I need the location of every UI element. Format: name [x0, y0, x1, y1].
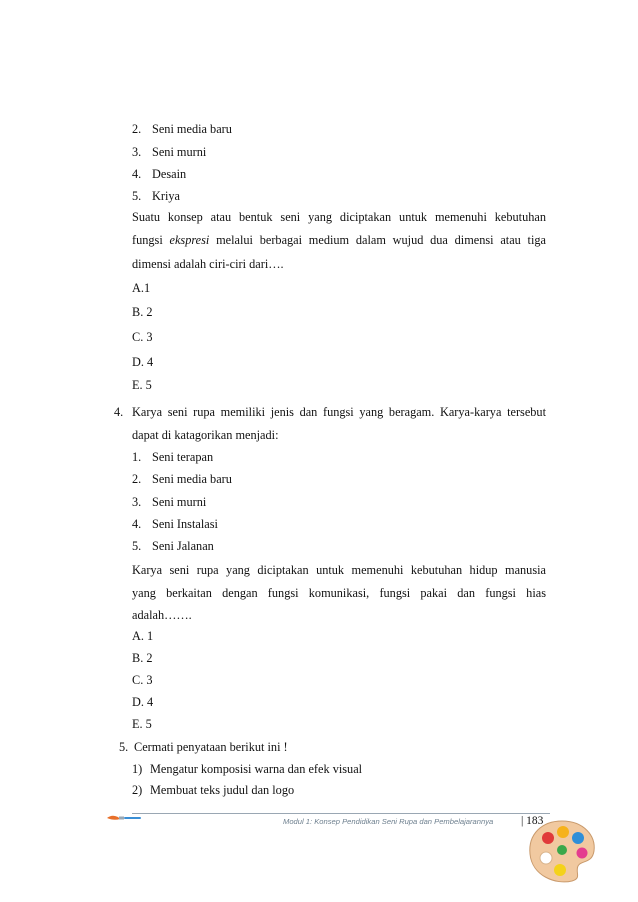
list-item: 4. Desain	[132, 167, 187, 181]
question-text-line: dapat di katagorikan menjadi:	[132, 428, 279, 442]
question-stem-line: dimensi adalah ciri-ciri dari….	[132, 257, 284, 271]
answer-option: A.1	[132, 281, 151, 295]
list-item: 2) Membuat teks judul dan logo	[132, 783, 295, 797]
answer-option: B. 2	[132, 305, 153, 319]
list-item: 3. Seni murni	[132, 495, 207, 509]
list-item: 2. Seni media baru	[132, 472, 232, 486]
page-number: | 183	[521, 815, 544, 827]
question-stem-line: fungsi ekspresi melalui berbagai medium dalam wujud dua dimensi atau tiga	[132, 233, 546, 247]
answer-option: C. 3	[132, 673, 153, 687]
question-stem-line: Suatu konsep atau bentuk seni yang diciptakan untuk memenuhi kebutuhan	[132, 210, 546, 224]
list-item: 1) Mengatur komposisi warna dan efek visual	[132, 762, 363, 776]
question-stem-line: Karya seni rupa yang diciptakan untuk memenuhi kebutuhan hidup manusia	[132, 563, 546, 577]
question-stem-line: yang berkaitan dengan fungsi komunikasi, fungsi pakai dan fungsi hias	[132, 586, 546, 600]
emphasis-text: ekspresi	[169, 233, 210, 247]
list-item: 5. Seni Jalanan	[132, 539, 214, 553]
question-stem-line: adalah…….	[132, 608, 192, 622]
paintbrush-icon	[106, 812, 142, 824]
answer-option: D. 4	[132, 355, 154, 369]
answer-option: D. 4	[132, 695, 154, 709]
list-item: 5. Kriya	[132, 189, 180, 203]
answer-option: B. 2	[132, 651, 153, 665]
answer-option: C. 3	[132, 330, 153, 344]
list-item: 4. Seni Instalasi	[132, 517, 218, 531]
paint-palette-icon	[526, 818, 598, 884]
footer-module-title: Modul 1: Konsep Pendidikan Seni Rupa dan Pembelajarannya	[283, 817, 494, 826]
question-number: 4.	[114, 405, 124, 419]
answer-option: E. 5	[132, 378, 152, 392]
list-item: 3. Seni murni	[132, 145, 207, 159]
footer-rule	[132, 813, 550, 814]
question-text-line: Karya seni rupa memiliki jenis dan fungsi yang beragam. Karya-karya tersebut	[132, 405, 546, 419]
list-item: 2. Seni media baru	[132, 122, 232, 136]
question-number: 5.	[119, 740, 129, 754]
question-text-line: Cermati penyataan berikut ini !	[134, 740, 288, 754]
list-item: 1. Seni terapan	[132, 450, 214, 464]
answer-option: E. 5	[132, 717, 152, 731]
answer-option: A. 1	[132, 629, 154, 643]
